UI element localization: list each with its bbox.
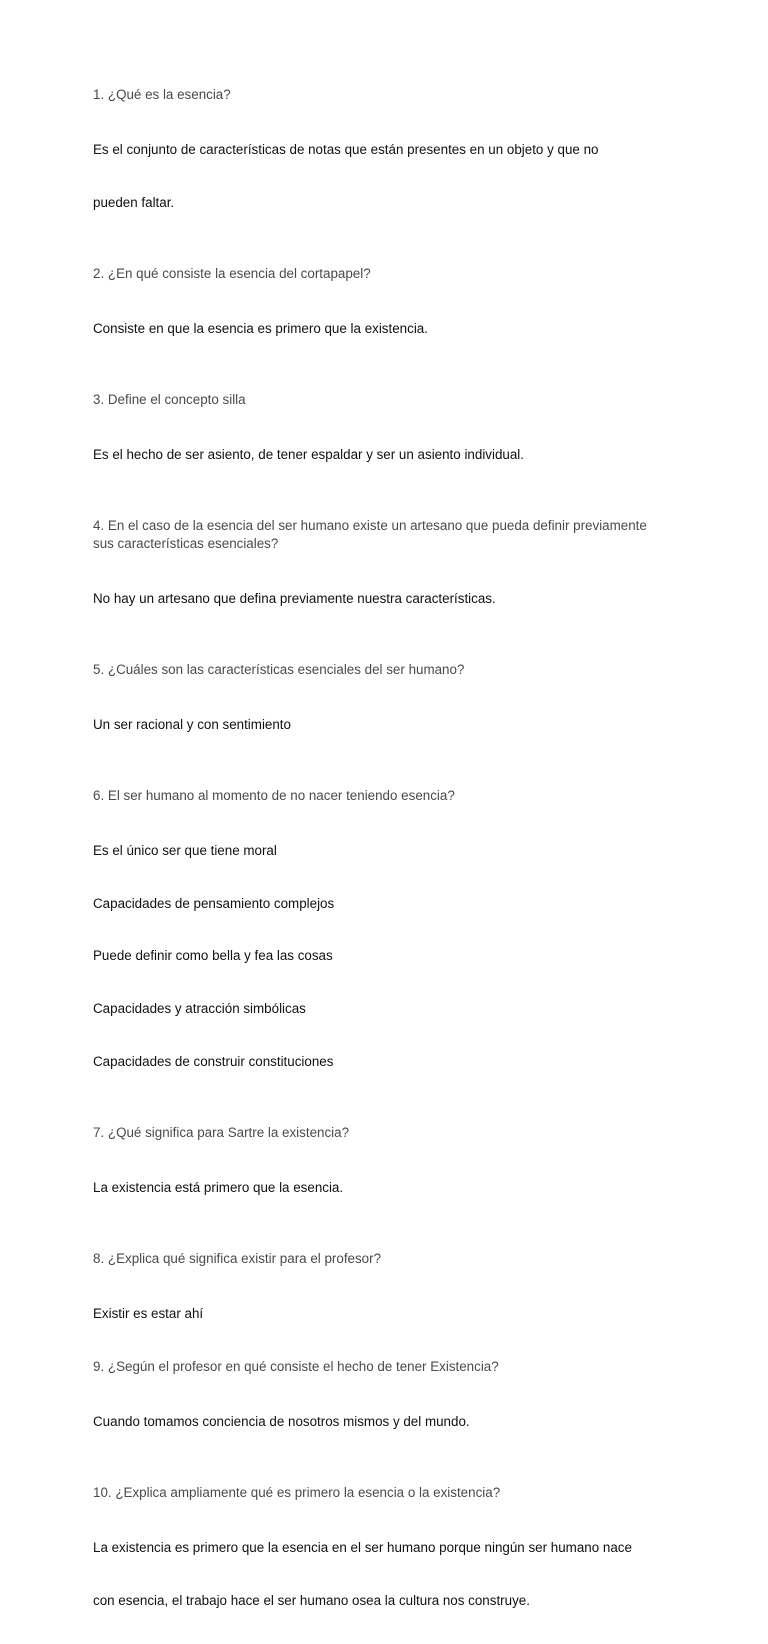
qa-item-8 bbox=[93, 1250, 653, 1358]
answer-6-line-4: Capacidades y atracción simbólicas bbox=[93, 1001, 306, 1017]
qa-item-7 bbox=[93, 1124, 653, 1232]
answer-5 bbox=[93, 681, 653, 769]
answer-6 bbox=[93, 807, 653, 1106]
document-page bbox=[93, 86, 653, 1644]
qa-item-1 bbox=[93, 86, 653, 247]
qa-item-4 bbox=[93, 517, 653, 643]
answer-2-line-1: Consiste en que la esencia es primero que la existencia. bbox=[93, 320, 428, 336]
question-10: 10. ¿Explica ampliamente qué es primero la esencia o la existencia? bbox=[93, 1484, 501, 1500]
answer-4 bbox=[93, 555, 653, 643]
question-3: 3. Define el concepto silla bbox=[93, 391, 246, 407]
question-7: 7. ¿Qué significa para Sartre la existencia? bbox=[93, 1124, 350, 1140]
answer-9 bbox=[93, 1378, 653, 1466]
answer-7-line-1: La existencia está primero que la esencia. bbox=[93, 1179, 344, 1195]
question-5: 5. ¿Cuáles son las características esenciales del ser humano? bbox=[93, 661, 465, 677]
answer-6-line-1: Es el único ser que tiene moral bbox=[93, 842, 277, 858]
question-6: 6. El ser humano al momento de no nacer teniendo esencia? bbox=[93, 787, 455, 803]
question-8: 8. ¿Explica qué significa existir para el profesor? bbox=[93, 1250, 382, 1266]
answer-1 bbox=[93, 106, 653, 247]
answer-10-line-1: La existencia es primero que la esencia en el ser humano porque ningún ser humano nace bbox=[93, 1539, 632, 1555]
answer-6-line-2: Capacidades de pensamiento complejos bbox=[93, 895, 335, 911]
answer-10 bbox=[93, 1504, 653, 1644]
answer-8-line-1: Existir es estar ahí bbox=[93, 1305, 204, 1321]
answer-8 bbox=[93, 1270, 653, 1358]
question-4: 4. En el caso de la esencia del ser humano existe un artesano que pueda definir previamente sus características esenciales? bbox=[93, 517, 647, 551]
qa-item-2 bbox=[93, 265, 653, 373]
qa-item-6 bbox=[93, 787, 653, 1106]
answer-1-line-2: pueden faltar. bbox=[93, 194, 175, 210]
answer-5-line-1: Un ser racional y con sentimiento bbox=[93, 716, 291, 732]
answer-9-line-1: Cuando tomamos conciencia de nosotros mismos y del mundo. bbox=[93, 1413, 470, 1429]
question-2: 2. ¿En qué consiste la esencia del cortapapel? bbox=[93, 265, 371, 281]
qa-item-10 bbox=[93, 1484, 653, 1644]
answer-2 bbox=[93, 285, 653, 373]
answer-1-line-1: Es el conjunto de características de notas que están presentes en un objeto y que no bbox=[93, 142, 599, 158]
qa-item-5 bbox=[93, 661, 653, 769]
question-1: 1. ¿Qué es la esencia? bbox=[93, 87, 231, 102]
answer-6-line-3: Puede definir como bella y fea las cosas bbox=[93, 948, 333, 964]
answer-3 bbox=[93, 411, 653, 499]
answer-6-line-5: Capacidades de construir constituciones bbox=[93, 1053, 334, 1069]
qa-item-3 bbox=[93, 391, 653, 499]
answer-10-line-2: con esencia, el trabajo hace el ser humano osea la cultura nos construye. bbox=[93, 1592, 530, 1608]
answer-7 bbox=[93, 1144, 653, 1232]
answer-4-line-1: No hay un artesano que defina previamente nuestra características. bbox=[93, 590, 496, 606]
answer-3-line-1: Es el hecho de ser asiento, de tener espaldar y ser un asiento individual. bbox=[93, 446, 524, 462]
question-9: 9. ¿Según el profesor en qué consiste el hecho de tener Existencia? bbox=[93, 1358, 499, 1374]
qa-item-9 bbox=[93, 1358, 653, 1466]
